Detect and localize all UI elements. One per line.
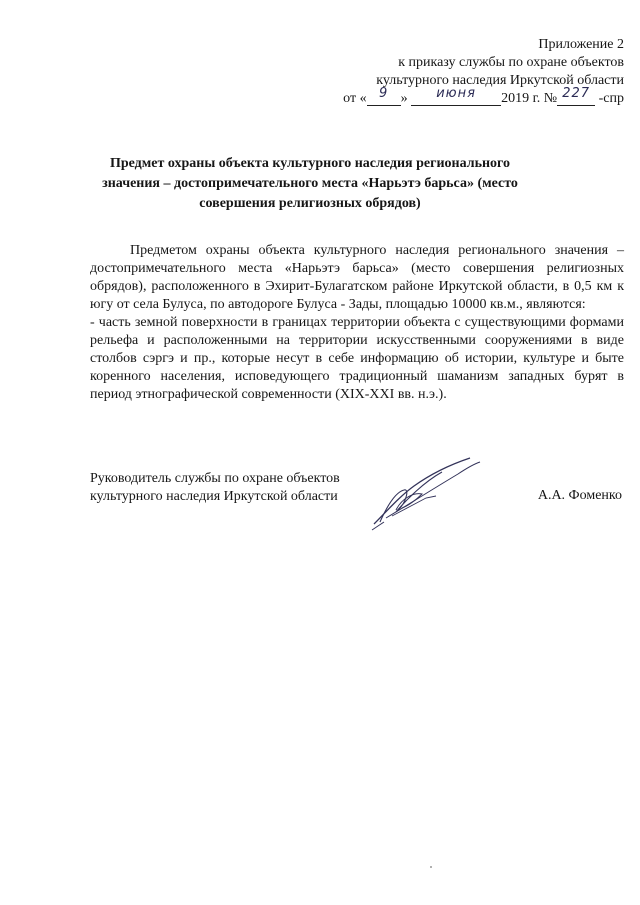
- signatory-name: А.А. Фоменко: [537, 488, 622, 503]
- day-value: 9: [378, 86, 389, 101]
- year-text: 2019 г. №: [501, 91, 558, 106]
- appendix-line-1: Приложение 2: [538, 37, 624, 52]
- paragraph-2: - часть земной поверхности в границах территории объекта с существующими формами рельефа и расположенными на территории искусственными сооружениями в виде столбов сэргэ и пр., которые несут в себе информацию об истории, культуре и быте коренного населения, исповедующего традиционный шаманизм западных бурят в период этнографической современности (XIX-XXI вв. н.э.).: [90, 315, 624, 402]
- number-field: [557, 86, 595, 106]
- handwritten-signature: [366, 452, 486, 532]
- date-prefix: от «: [343, 91, 367, 106]
- date-mid: »: [400, 91, 408, 106]
- appendix-line-3: культурного наследия Иркутской области: [376, 73, 624, 88]
- month-field: [411, 86, 501, 106]
- document-body: [90, 242, 624, 404]
- day-field: [367, 86, 401, 106]
- signatory-position-line-2: культурного наследия Иркутской области: [90, 489, 338, 504]
- appendix-header: [343, 36, 624, 108]
- scan-speck: [430, 866, 432, 868]
- paragraph-1: Предметом охраны объекта культурного наследия регионального значения – достопримечательного места «Нарьэтэ барьса» (место совершения религиозных обрядов), расположенного в Эхирит-Булагатском районе Иркутской области, в 0,5 км к югу от села Булуса, по автодороге Булуса - Зады, площадью 10000 кв.м., являются:: [90, 243, 624, 312]
- appendix-line-2: к приказу службы по охране объектов: [398, 55, 624, 70]
- signatory-position: [90, 470, 370, 506]
- order-number: 227: [562, 86, 591, 101]
- appendix-date-line: [343, 86, 624, 108]
- month-value: июня: [436, 86, 476, 101]
- number-suffix: -спр: [598, 91, 624, 106]
- document-title: Предмет охраны объекта культурного наследия регионального значения – достопримечательного места «Нарьэтэ барьса» (место совершения религиозных обрядов): [102, 156, 518, 211]
- signatory-position-line-1: Руководитель службы по охране объектов: [90, 471, 340, 486]
